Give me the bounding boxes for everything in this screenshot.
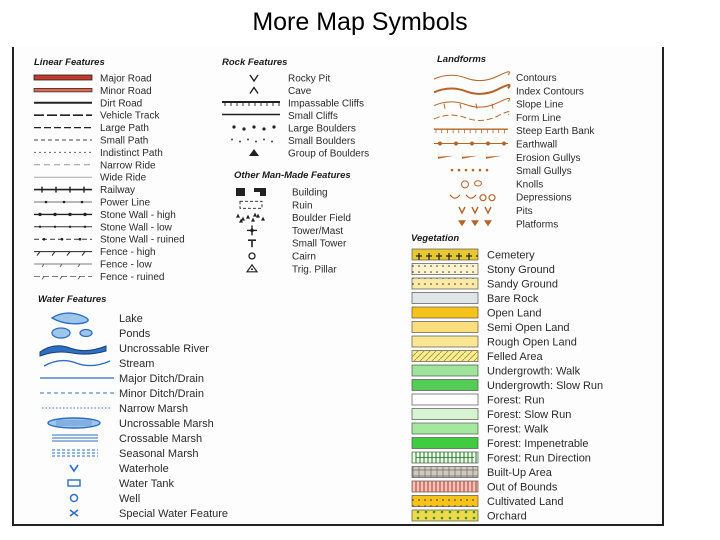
linear-features-heading: Linear Features: [34, 57, 105, 68]
manmade-label-boulder-field: Boulder Field: [292, 213, 351, 225]
vegetation-label-forest-run-direction: Forest: Run Direction: [487, 452, 591, 465]
page-title: More Map Symbols: [252, 8, 468, 36]
vegetation-label-undergrowth-walk: Undergrowth: Walk: [487, 365, 581, 378]
landform-label-erosion-gullys: Erosion Gullys: [516, 152, 581, 164]
landform-label-knolls: Knolls: [516, 179, 544, 191]
water-waterhole-icon: [70, 465, 78, 471]
vegetation-label-semi-open-land: Semi Open Land: [487, 322, 570, 334]
manmade-building-icon: [236, 188, 266, 196]
linear-label-dirt-road: Dirt Road: [100, 98, 143, 110]
water-label-well: Well: [119, 493, 141, 505]
vegetation-label-forest-run: Forest: Run: [487, 394, 545, 407]
manmade-ruin-icon: [240, 201, 262, 208]
vegetation-bare-rock-swatch: [412, 293, 478, 304]
landform-label-steep-earth-bank: Steep Earth Bank: [516, 126, 595, 138]
vegetation-forest-impenetrable-swatch: [412, 438, 478, 449]
rock-label-small-cliffs: Small Cliffs: [288, 111, 338, 122]
vegetation-label-orchard: Orchard: [487, 510, 527, 523]
landform-pits-symbol: [459, 207, 491, 213]
water-seasonal-marsh-icon: [52, 450, 98, 456]
water-uncrossable-marsh-icon: [48, 418, 100, 428]
landform-form-line-symbol: [434, 112, 510, 121]
water-label-uncrossable-river: Uncrossable River: [119, 343, 209, 355]
rock-small-boulders-icon: [231, 139, 273, 143]
linear-label-vehicle-track: Vehicle Track: [100, 110, 160, 122]
rock-features-heading: Rock Features: [222, 57, 288, 68]
landform-index-contours-symbol: [434, 85, 510, 94]
linear-major-road-symbol: [34, 75, 92, 80]
manmade-tower-mast-icon: [247, 225, 257, 235]
manmade-cairn-icon: [249, 253, 255, 259]
vegetation-undergrowth-slow-run-swatch: [412, 380, 478, 391]
rock-label-group-of-boulders: Group of Boulders: [288, 148, 370, 160]
vegetation-out-of-bounds-swatch: [412, 481, 478, 492]
vegetation-semi-open-land-swatch: [412, 322, 478, 333]
linear-label-stone-wall-high: Stone Wall - high: [100, 209, 176, 221]
vegetation-label-out-of-bounds: Out of Bounds: [487, 481, 558, 494]
manmade-label-small-tower: Small Tower: [292, 238, 347, 250]
vegetation-heading: Vegetation: [411, 233, 460, 244]
water-label-seasonal-marsh: Seasonal Marsh: [119, 448, 199, 460]
linear-label-fence-low: Fence - low: [100, 259, 152, 271]
landform-label-contours: Contours: [516, 73, 557, 84]
landform-earthwall-symbol: [434, 142, 508, 146]
water-ponds-icon: [52, 328, 92, 338]
landform-knolls-symbol: [462, 181, 482, 188]
vegetation-label-built-up-area: Built-Up Area: [487, 467, 552, 479]
landform-small-gullys-symbol: [451, 169, 489, 172]
landform-label-index-contours: Index Contours: [516, 86, 584, 98]
linear-fence-high-symbol: [34, 252, 92, 256]
linear-minor-road-symbol: [34, 88, 92, 92]
vegetation-label-undergrowth-slow-run: Undergrowth: Slow Run: [487, 380, 604, 392]
vegetation-label-felled-area: Felled Area: [487, 351, 543, 363]
map-symbols-sheet: [12, 47, 664, 526]
manmade-label-cairn: Cairn: [292, 251, 316, 263]
landform-label-earthwall: Earthwall: [516, 139, 558, 151]
vegetation-label-open-land: Open Land: [487, 307, 542, 320]
rock-label-impassable-cliffs: Impassable Cliffs: [288, 98, 364, 110]
vegetation-label-cultivated-land: Cultivated Land: [487, 496, 564, 508]
water-label-ponds: Ponds: [119, 328, 151, 340]
water-water-tank-icon: [68, 480, 80, 486]
vegetation-label-forest-impenetrable: Forest: Impenetrable: [487, 438, 589, 450]
landform-label-pits: Pits: [516, 206, 533, 217]
manmade-label-tower-mast: Tower/Mast: [292, 225, 344, 237]
water-label-major-ditch-drain: Major Ditch/Drain: [119, 373, 204, 385]
landforms-heading: Landforms: [437, 54, 487, 65]
rock-group-of-boulders-icon: [249, 149, 259, 156]
linear-label-stone-wall-low: Stone Wall - low: [100, 222, 172, 234]
vegetation-label-rough-open-land: Rough Open Land: [487, 336, 577, 349]
landform-slope-line-symbol: [434, 98, 510, 108]
landform-platforms-symbol: [458, 220, 492, 226]
manmade-label-building: Building: [292, 187, 328, 199]
rock-impassable-cliffs-icon: [222, 102, 280, 106]
landform-label-form-line: Form Line: [516, 112, 562, 124]
linear-label-large-path: Large Path: [100, 123, 149, 135]
linear-stone-wall-ruined-symbol: [34, 238, 92, 241]
landform-depressions-symbol: [450, 195, 495, 201]
vegetation-label-cemetery: Cemetery: [487, 249, 535, 262]
linear-label-small-path: Small Path: [100, 135, 149, 147]
landform-label-small-gullys: Small Gullys: [516, 166, 572, 178]
water-label-special-water-feature: Special Water Feature: [119, 508, 229, 520]
vegetation-stony-ground-swatch: [412, 264, 478, 275]
rock-label-cave: Cave: [288, 86, 312, 97]
manmade-label-trig-pillar: Trig. Pillar: [292, 264, 337, 276]
manmade-small-tower-icon: [248, 240, 256, 247]
water-label-crossable-marsh: Crossable Marsh: [119, 433, 203, 445]
linear-label-stone-wall-ruined: Stone Wall - ruined: [100, 234, 185, 246]
water-uncrossable-river-icon: [40, 346, 106, 356]
linear-fence-ruined-symbol: [34, 276, 92, 279]
water-lake-icon: [52, 313, 88, 324]
water-label-narrow-marsh: Narrow Marsh: [119, 403, 189, 415]
vegetation-felled-area-swatch: [412, 351, 478, 362]
water-label-lake: Lake: [119, 313, 143, 325]
linear-fence-low-symbol: [34, 264, 92, 267]
vegetation-undergrowth-walk-swatch: [412, 365, 478, 376]
water-label-waterhole: Waterhole: [119, 463, 169, 475]
linear-railway-symbol: [34, 187, 92, 193]
landform-label-platforms: Platforms: [516, 219, 559, 231]
linear-label-indistinct-path: Indistinct Path: [100, 147, 163, 159]
water-well-icon: [71, 495, 78, 502]
vegetation-cemetery-swatch: [412, 249, 478, 260]
water-label-minor-ditch-drain: Minor Ditch/Drain: [119, 388, 204, 400]
vegetation-built-up-area-swatch: [412, 467, 478, 478]
manmade-trig-pillar-icon: [247, 265, 257, 272]
manmade-label-ruin: Ruin: [292, 200, 313, 212]
linear-label-railway: Railway: [100, 185, 136, 197]
vegetation-forest-slow-run-swatch: [412, 409, 478, 420]
water-label-uncrossable-marsh: Uncrossable Marsh: [119, 418, 214, 430]
linear-label-power-line: Power Line: [100, 197, 151, 209]
linear-label-narrow-ride: Narrow Ride: [100, 160, 156, 172]
linear-label-minor-road: Minor Road: [100, 85, 152, 97]
vegetation-forest-run-direction-swatch: [412, 452, 478, 463]
water-special-water-feature-icon: [70, 510, 78, 516]
manmade-boulder-field-icon: [236, 213, 265, 223]
linear-power-line-symbol: [34, 201, 92, 204]
linear-label-fence-ruined: Fence - ruined: [100, 271, 165, 283]
vegetation-label-forest-walk: Forest: Walk: [487, 423, 549, 436]
rock-rocky-pit-icon: [250, 75, 258, 81]
rock-large-boulders-icon: [232, 125, 275, 130]
linear-stone-wall-high-symbol: [34, 213, 92, 216]
landform-label-slope-line: Slope Line: [516, 99, 564, 111]
linear-label-fence-high: Fence - high: [100, 247, 156, 259]
man-made-features-heading: Other Man-Made Features: [234, 170, 351, 181]
rock-label-large-boulders: Large Boulders: [288, 123, 356, 135]
vegetation-label-forest-slow-run: Forest: Slow Run: [487, 409, 572, 421]
water-label-stream: Stream: [119, 358, 155, 370]
landform-erosion-gullys-symbol: [438, 156, 502, 159]
vegetation-label-stony-ground: Stony Ground: [487, 264, 555, 276]
vegetation-label-sandy-ground: Sandy Ground: [487, 278, 558, 291]
rock-cave-icon: [250, 88, 258, 94]
vegetation-orchard-swatch: [412, 510, 478, 521]
water-stream-icon: [44, 361, 110, 366]
water-features-heading: Water Features: [38, 294, 107, 305]
landform-label-depressions: Depressions: [516, 192, 572, 204]
linear-label-wide-ride: Wide Ride: [100, 172, 147, 184]
rock-label-rocky-pit: Rocky Pit: [288, 73, 331, 85]
vegetation-open-land-swatch: [412, 307, 478, 318]
rock-label-small-boulders: Small Boulders: [288, 136, 356, 147]
water-crossable-marsh-icon: [52, 435, 98, 441]
vegetation-forest-run-swatch: [412, 394, 478, 405]
vegetation-forest-walk-swatch: [412, 423, 478, 434]
landform-contours-symbol: [434, 72, 510, 81]
linear-label-major-road: Major Road: [100, 73, 152, 85]
landform-steep-earth-bank-symbol: [434, 129, 508, 133]
map-symbols-figure: [14, 47, 666, 526]
vegetation-rough-open-land-swatch: [412, 336, 478, 347]
vegetation-label-bare-rock: Bare Rock: [487, 293, 539, 305]
vegetation-sandy-ground-swatch: [412, 278, 478, 289]
vegetation-cultivated-land-swatch: [412, 496, 478, 507]
linear-stone-wall-low-symbol: [34, 226, 92, 228]
water-label-water-tank: Water Tank: [119, 478, 175, 490]
